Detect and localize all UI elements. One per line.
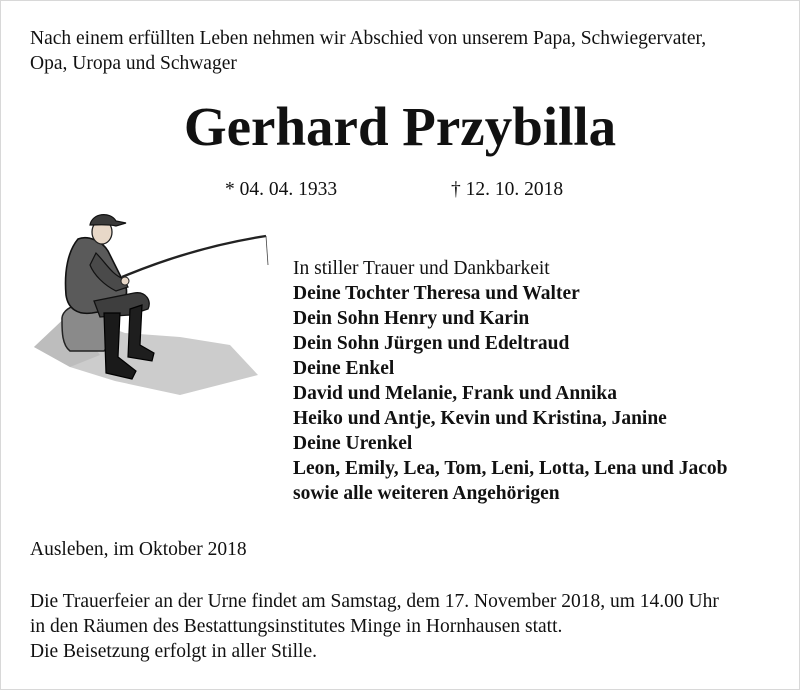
funeral-notice	[30, 589, 719, 664]
mourner-line: Dein Sohn Jürgen und Edeltraud	[293, 333, 570, 354]
mourners-intro: In stiller Trauer und Dankbarkeit	[293, 258, 550, 279]
death-date: † 12. 10. 2018	[451, 179, 564, 200]
mourner-line: David und Melanie, Frank und Annika	[293, 383, 618, 404]
deceased-name: Gerhard Przybilla	[183, 96, 617, 157]
mourner-line: Heiko und Antje, Kevin und Kristina, Janine	[293, 408, 667, 429]
place-date: Ausleben, im Oktober 2018	[30, 539, 247, 560]
mourner-line: Leon, Emily, Lea, Tom, Leni, Lotta, Lena und Jacob	[293, 458, 728, 479]
mourner-line: Dein Sohn Henry und Karin	[293, 308, 530, 329]
notice-line-1: Die Trauerfeier an der Urne findet am Samstag, dem 17. November 2018, um 14.00 Uhr	[30, 591, 719, 612]
notice-line-2: in den Räumen des Bestattungsinstitutes Minge in Hornhausen statt.	[30, 616, 563, 637]
mourners-list	[293, 256, 728, 506]
notice-line-3: Die Beisetzung erfolgt in aller Stille.	[30, 641, 318, 662]
mourner-line: Deine Enkel	[293, 358, 395, 379]
mourner-line: Deine Urenkel	[293, 433, 413, 454]
mourner-line: Deine Tochter Theresa und Walter	[293, 283, 580, 304]
mourner-line: sowie alle weiteren Angehörigen	[293, 483, 560, 504]
birth-date: * 04. 04. 1933	[225, 179, 338, 200]
fisherman-illustration-icon	[30, 205, 270, 400]
intro-line-1: Nach einem erfüllten Leben nehmen wir Abschied von unserem Papa, Schwiegervater,	[30, 28, 707, 49]
intro-text	[30, 26, 706, 76]
intro-line-2: Opa, Uropa und Schwager	[30, 53, 237, 74]
